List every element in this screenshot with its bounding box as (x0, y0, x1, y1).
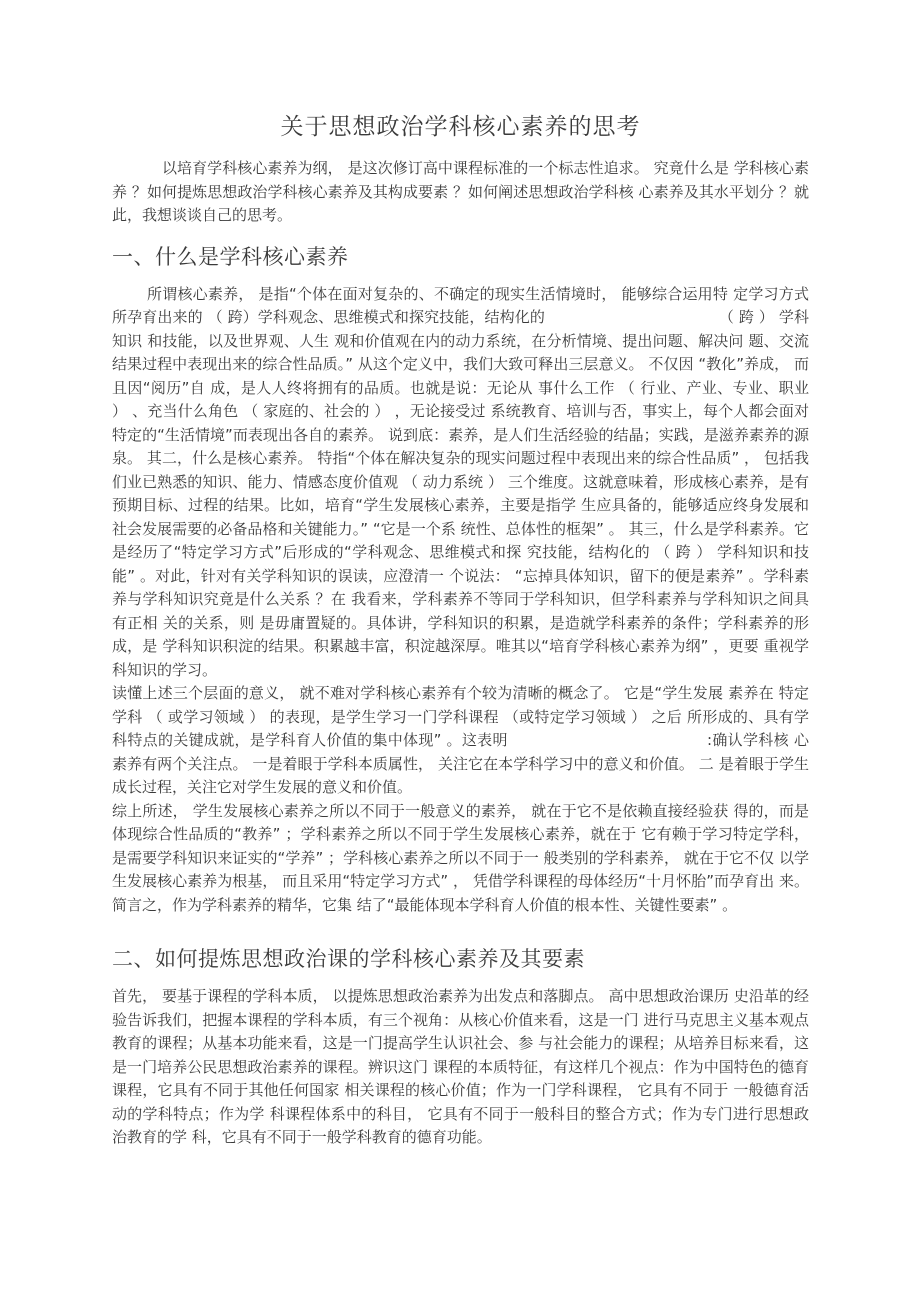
section-2-heading: 二、如何提炼思想政治课的学科核心素养及其要素 (112, 947, 585, 971)
section-1-paragraph-3: 综上所述， 学生发展核心素养之所以不同于一般意义的素养， 就在于它不是依赖直接经验获 得的，而是体现综合性品质的“教养” ；学科素养之所以不同于学生发展核心素养，就在于 它有赖于学习特定学科，是需要学科知识来证实的“学养” ；学科核心素养之所以不同于一 般类别的学科素养， 就在于它不仅 以学生发展核心素养为根基， 而且采用“特定学习方式” ， 凭借学科课程的母体经历“十月怀胎”而孕育出 来。简言之，作为学科素养的精华，它集 结了“最能体现本学科育人价值的根本性、关键性要素” 。 (112, 801, 809, 914)
section-1-heading: 一、什么是学科核心素养 (112, 244, 349, 269)
section-1-paragraph-2: 读懂上述三个层面的意义， 就不难对学科核心素养有个较为清晰的概念了。 它是“学生发展 素养在 特定学科 （ 或学习领域 ） 的表现，是学生学习一门学科课程 （或特定学习领域 ） 之后 所形成的、具有学科特点的关键成就，是学科育人价值的集中体现” 。这表明 :确认学科核 心素养有两个关注点。 一是着眼于学科本质属性， 关注它在本学科学习中的意义和价值。 二 是着眼于学生成长过程，关注它对学生发展的意义和价值。 (112, 684, 809, 796)
section-2-paragraph-1: 首先， 要基于课程的学科本质， 以提炼思想政治素养为出发点和落脚点。 高中思想政治课历 史沿革的经验告诉我们，把握本课程的学科本质，有三个视角：从核心价值来看，这是一门 进行马克思主义基本观点教育的课程；从基本功能来看，这是一门提高学生认识社会、参 与社会能力的课程；从培养目标来看，这是一门培养公民思想政治素养的课程。辨识这门 课程的本质特征，有这样几个视点：作为中国特色的德育课程，它具有不同于其他任何国家 相关课程的核心价值；作为一门学科课程， 它具有不同于 一般德育活动的学科特点；作为学 科课程体系中的科目， 它具有不同于一般科目的整合方式；作为专门进行思想政治教育的学 科，它具有不同于一般学科教育的德育功能。 (112, 987, 809, 1146)
intro-paragraph: 以培育学科核心素养为纲， 是这次修订高中课程标准的一个标志性追求。 究竟什么是 学科核心素养 ？如何提炼思想政治学科核心素养及其构成要素 ？如何阐述思想政治学科核 心素养及其水平划分 ？就此，我想谈谈自己的思考。 (112, 159, 809, 224)
section-1-paragraph-1: 所谓核心素养， 是指“个体在面对复杂的、不确定的现实生活情境时， 能够综合运用特 定学习方式所孕育出来的 （ 跨）学科观念、思维模式和探究技能，结构化的 （ 跨 ） 学科知识 和技能，以及世界观、人生 观和价值观在内的动力系统，在分析情境、提出问题、解决问 题、交流结果过程中表现出来的综合性品质。” 从这个定义中，我们大致可释出三层意义。 不仅因 “教化”养成， 而且因“阅历”自 成，是人人终将拥有的品质。也就是说：无论从 事什么工作 （ 行业、产业、专业、职业 ） 、充当什么角色 （ 家庭的、社会的 ） ，无论接受过 系统教育、培训与否，事实上，每个人都会面对特定的“生活情境”而表现出各自的素养。 说到底：素养，是人们生活经验的结晶；实践，是滋养素养的源泉。 其二，什么是核心素养。 特指“个体在解决复杂的现实问题过程中表现出来的综合性品质” ， 包括我们业已熟悉的知识、能力、情感态度价值观 （ 动力系统 ） 三个维度。这就意味着，形成核心素养，是有预期目标、过程的结果。比如，培育“学生发展核心素养，主要是指学 生应具备的，能够适应终身发展和 社会发展需要的必备品格和关键能力。” “它是一个系 统性、总体性的框架” 。 其三，什么是学科素养。它是经历了“特定学习方式”后形成的“学科观念、思维模式和探 究技能，结构化的 （ 跨 ） 学科知识和技能” 。对此，针对有关学科知识的误读，应澄清一 个说法： “忘掉具体知识，留下的便是素养” 。学科素养与学科知识究竟是什么关系 ？在 我看来，学科素养不等同于学科知识，但学科素养与学科知识之间具有正相 关的关系，则 是毋庸置疑的。具体讲，学科知识的积累，是造就学科素养的条件；学科素养的形成，是 学科知识积淀的结果。积累越丰富，积淀越深厚。唯其以“培育学科核心素养为纲” ，更要 重视学科知识的学习。 (112, 284, 809, 679)
document-content (112, 0, 809, 1150)
document-title: 关于思想政治学科核心素养的思考 (280, 114, 641, 140)
